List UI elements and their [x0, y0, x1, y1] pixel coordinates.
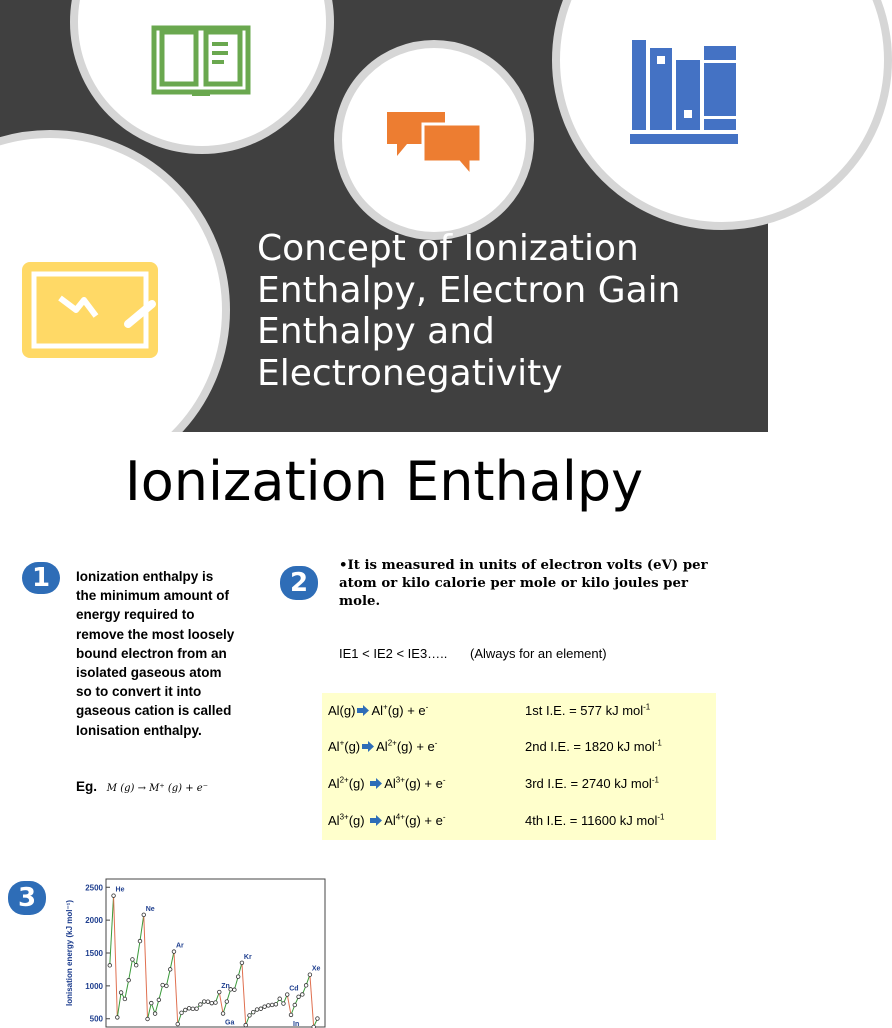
data-point	[116, 1016, 120, 1020]
ie-order-note: (Always for an element)	[470, 646, 607, 661]
page-title: Ionization Enthalpy	[0, 450, 768, 513]
element-label: Ar	[176, 943, 184, 950]
ie-equation: Al+(g) $Al^{2+}(g) + e^-$	[328, 739, 437, 754]
data-point	[267, 1004, 271, 1008]
example-line	[76, 779, 208, 794]
ie-equation: $Al^{2+}(g) Al^{3+}(g) + e^-$	[328, 776, 446, 791]
ie-order-text: IE1 < IE2 < IE3…..	[339, 646, 447, 661]
element-label: In	[293, 1021, 299, 1028]
bookshelf-icon	[630, 38, 738, 146]
data-point	[119, 991, 123, 995]
element-label: Ne	[146, 906, 155, 913]
data-point	[172, 950, 176, 954]
data-point	[191, 1007, 195, 1011]
data-point	[293, 1003, 297, 1007]
element-label: Kr	[244, 954, 252, 961]
number-badge-1: 1	[22, 562, 60, 594]
data-point	[278, 997, 282, 1001]
element-label: Ga	[225, 1020, 234, 1027]
data-point	[214, 1001, 218, 1005]
data-point	[127, 978, 131, 982]
data-point	[146, 1017, 150, 1021]
data-point	[206, 1000, 210, 1004]
data-point	[301, 993, 305, 997]
data-point	[195, 1007, 199, 1011]
example-equation: M (g) → M⁺ (g) + e⁻	[107, 783, 208, 794]
data-point	[308, 973, 312, 977]
data-point	[304, 984, 308, 988]
data-point	[236, 975, 240, 979]
data-point	[199, 1003, 203, 1007]
data-point	[297, 995, 301, 999]
data-point	[285, 993, 289, 997]
data-point	[225, 1000, 229, 1004]
data-point	[274, 1002, 278, 1006]
data-point	[259, 1007, 263, 1011]
ionization-energy-table	[322, 693, 716, 840]
ie-row	[322, 807, 716, 837]
data-point	[240, 961, 244, 965]
data-point	[168, 968, 172, 972]
chart-svg	[60, 878, 328, 1024]
data-point	[263, 1005, 267, 1009]
arrow-right-icon	[370, 815, 382, 826]
y-axis-label: Ionisation energy (kJ mol⁻¹)	[65, 900, 74, 1006]
y-tick-label: 1000	[85, 982, 103, 991]
element-label: Xe	[312, 966, 321, 973]
data-point	[123, 997, 127, 1001]
title-slide	[0, 0, 768, 432]
number-badge-3: 3	[8, 881, 46, 915]
data-point	[150, 1001, 154, 1005]
ie-value: 4th I.E. = 11600 kJ mol$^{-1}$	[525, 813, 665, 828]
ie-equation: Al(g) Al+(g) + e-	[328, 703, 428, 718]
ie-value: 2nd I.E. = 1820 kJ mol$^{-1}$	[525, 739, 662, 754]
arrow-right-icon	[370, 778, 382, 789]
data-point	[289, 1013, 293, 1017]
data-point	[138, 939, 142, 943]
data-point	[221, 1012, 225, 1016]
data-point	[131, 958, 135, 962]
y-tick-label: 2500	[85, 883, 103, 892]
ie-equation: $Al^{3+}(g) Al^{4+}(g) + e^-$	[328, 813, 446, 828]
data-point	[142, 913, 146, 917]
example-label: Eg.	[76, 779, 97, 794]
data-point	[153, 1012, 157, 1016]
data-point	[108, 964, 112, 968]
data-point	[180, 1011, 184, 1015]
arrow-right-icon	[362, 741, 374, 752]
element-label: Zn	[221, 983, 230, 990]
element-label: He	[116, 887, 125, 894]
open-book-icon	[152, 26, 250, 98]
element-label: Cd	[289, 986, 298, 993]
ie-value: 3rd I.E. = 2740 kJ mol$^{-1}$	[525, 776, 659, 791]
data-point	[282, 1002, 286, 1006]
y-tick-label: 1500	[85, 949, 103, 958]
ionization-energy-chart	[60, 878, 328, 1024]
chart-frame	[106, 879, 325, 1027]
data-point	[202, 1000, 206, 1004]
arrow-right-icon	[357, 705, 369, 716]
ie-row	[322, 733, 716, 763]
ie-value: 1st I.E. = 577 kJ mol$^{-1}$	[525, 703, 650, 718]
data-point	[157, 998, 161, 1002]
units-text: •It is measured in units of electron volts (eV) per atom or kilo calorie per mole or kilo joules per mole.	[339, 557, 729, 611]
data-point	[244, 1023, 248, 1027]
data-point	[183, 1008, 187, 1012]
data-point	[210, 1001, 214, 1005]
data-point	[187, 1006, 191, 1010]
ie-row	[322, 770, 716, 800]
definition-text: Ionization enthalpy is the minimum amount of energy required to remove the most loosely bound electron from an isolated gaseous atom so to convert it into gaseous cation is called Ionisation enthalpy.	[76, 567, 236, 740]
data-point	[161, 983, 165, 987]
data-point	[255, 1008, 259, 1012]
data-point	[112, 894, 116, 898]
data-point	[270, 1003, 274, 1007]
y-tick-label: 2000	[85, 916, 103, 925]
data-point	[134, 963, 138, 967]
chat-bubbles-icon	[385, 108, 485, 180]
whiteboard-icon	[20, 260, 164, 360]
y-tick-label: 500	[90, 1015, 104, 1024]
data-point	[233, 988, 237, 992]
data-point	[251, 1010, 255, 1014]
number-badge-2: 2	[280, 566, 318, 600]
data-point	[176, 1022, 180, 1026]
ionization-slide	[0, 432, 768, 1024]
data-point	[316, 1017, 320, 1021]
data-point	[165, 984, 169, 988]
data-point	[248, 1014, 252, 1018]
slide-title: Concept of Ionization Enthalpy, Electron Gain Enthalpy and Electronegativity	[257, 228, 757, 394]
ie-row	[322, 697, 716, 727]
data-point	[217, 990, 221, 994]
